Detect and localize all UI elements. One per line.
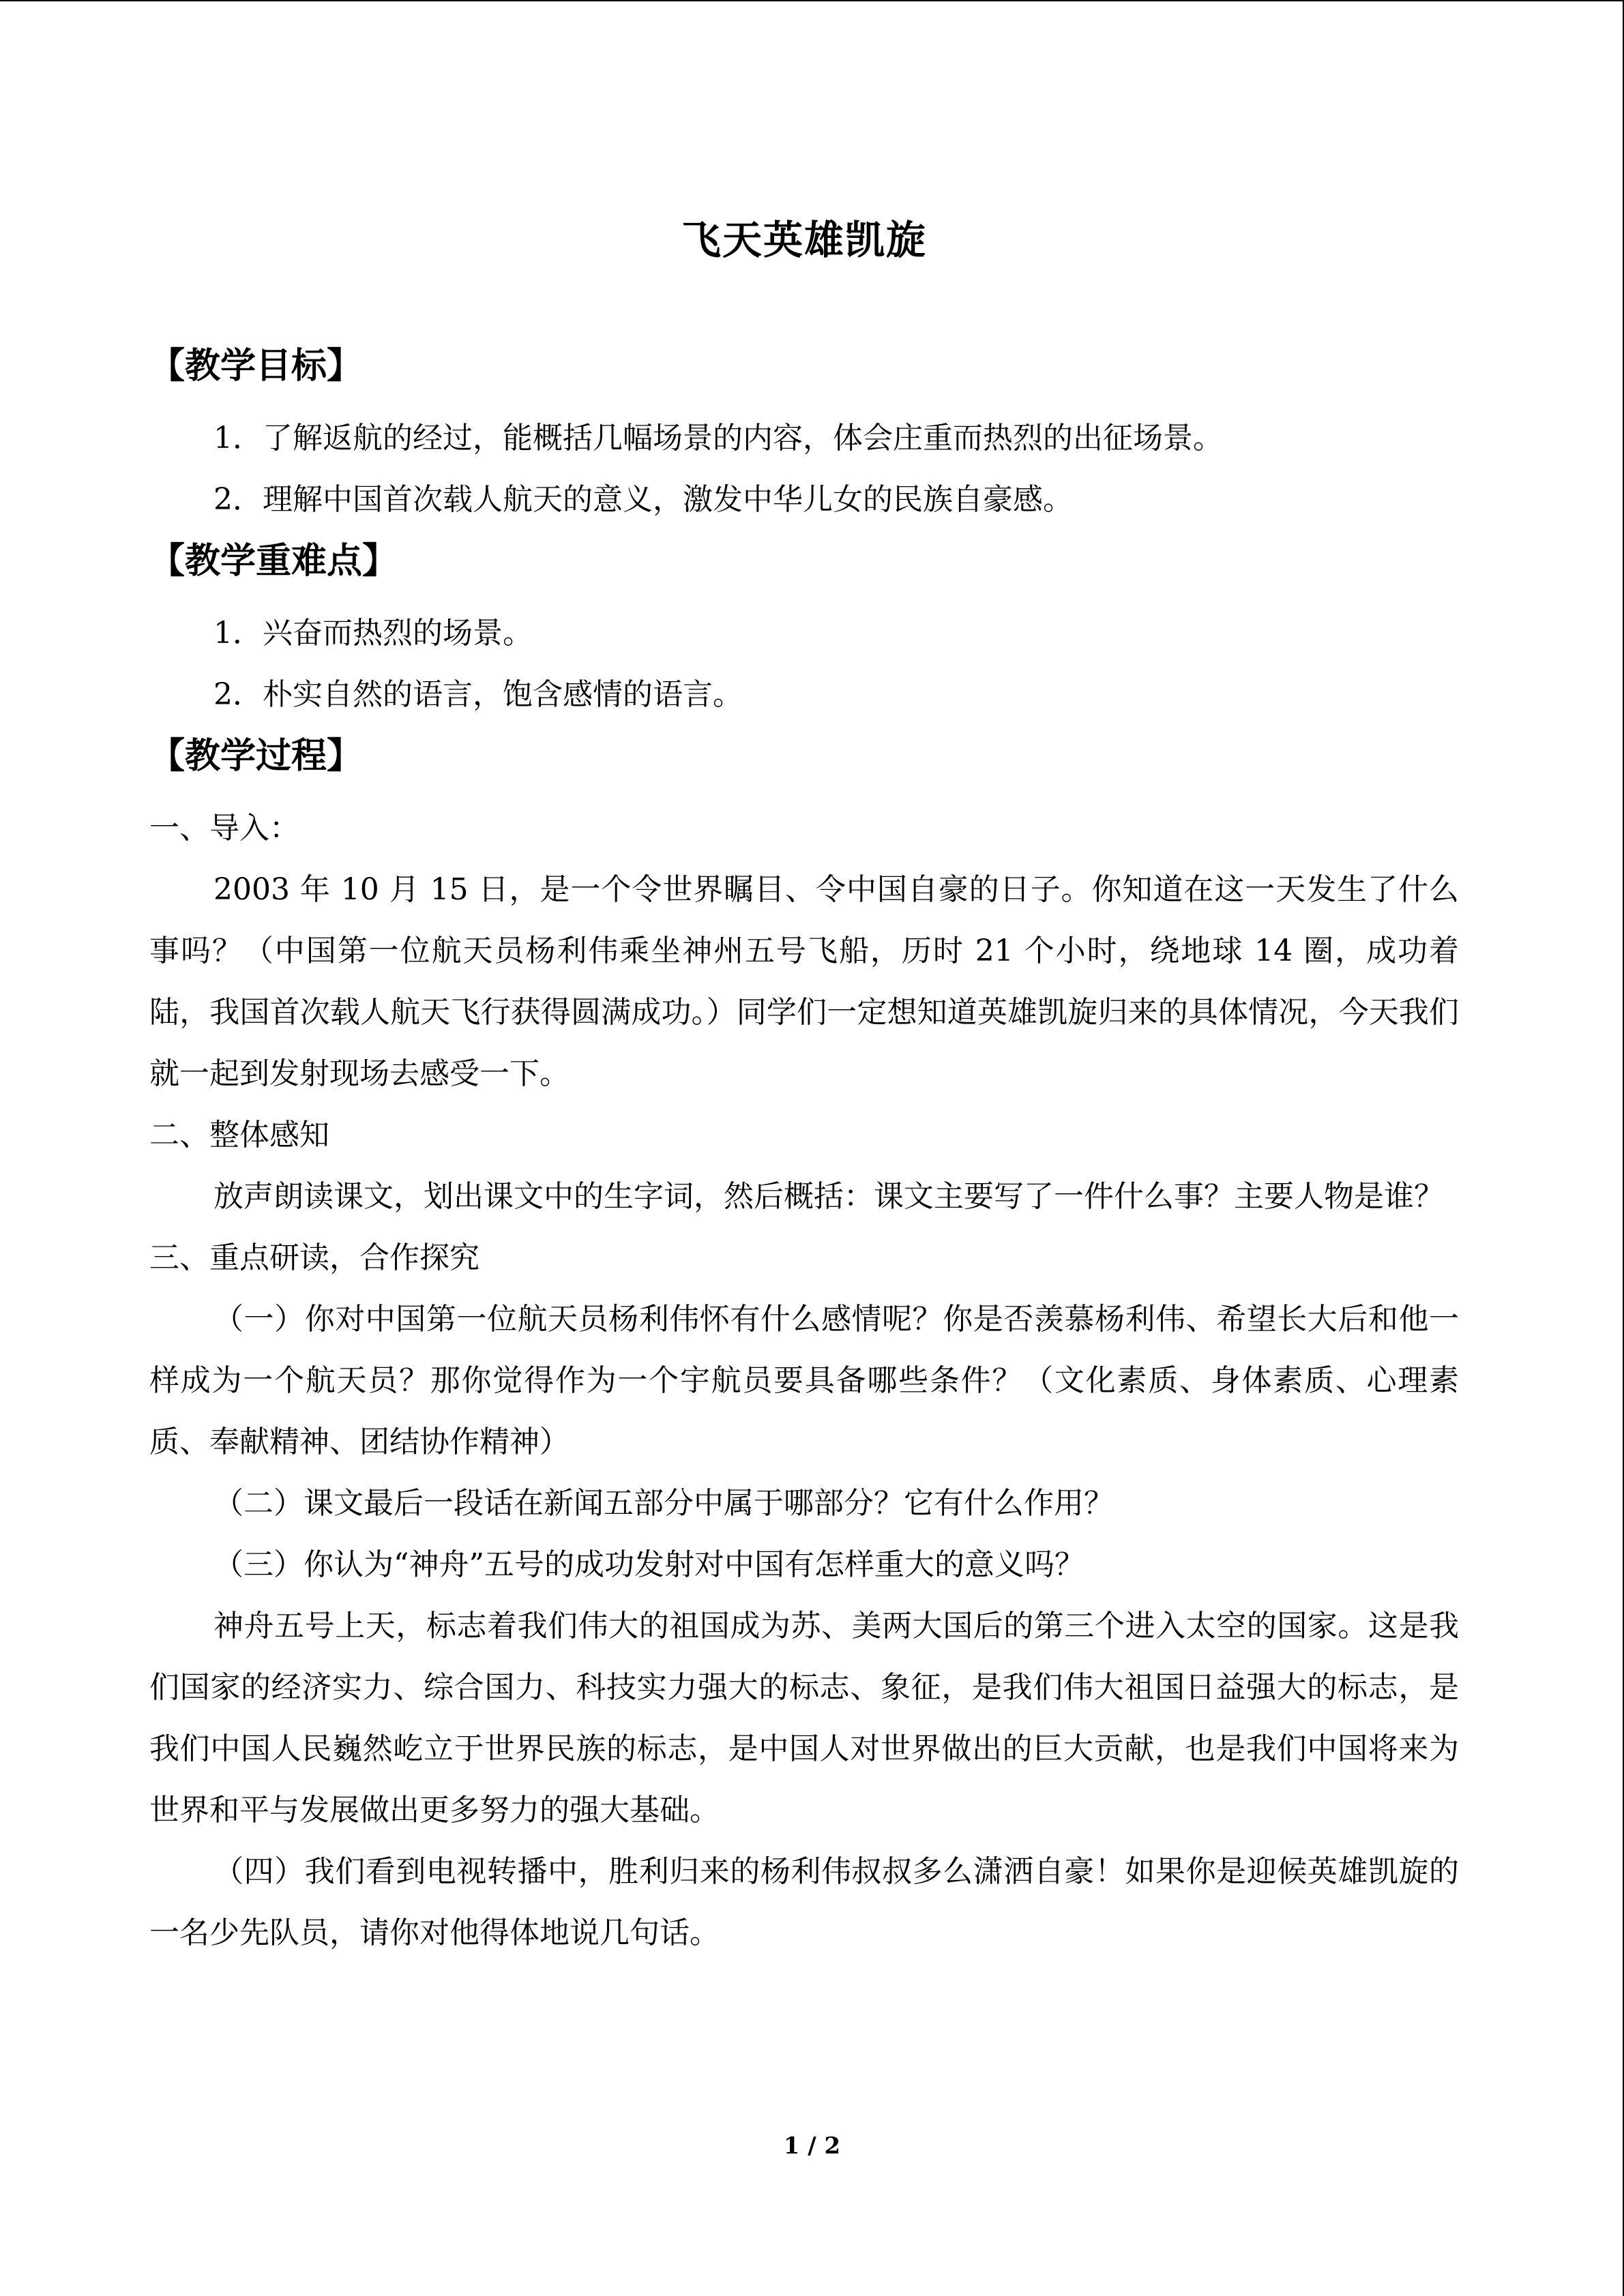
step-title: 二、整体感知 xyxy=(149,1118,329,1152)
paragraph: 2003 年 10 月 15 日，是一个令世界瞩目、令中国自豪的日子。你知道在这一天发生了什么事吗？（中国第一位航天员杨利伟乘坐神州五号飞船，历时 21 个小时，绕地球 14 圈，成功着陆，我国首次载人航天飞行获得圆满成功。）同学们一定想知道英雄凯旋归来的具体情况，今天我们就一起到发射现场去感受一下。 xyxy=(149,872,1459,1091)
process-heading: 【教学过程】 xyxy=(149,735,363,777)
objective-item: 2．理解中国首次载人航天的意义，激发中华儿女的民族自豪感。 xyxy=(213,482,1073,517)
key-point-item: 2．朴实自然的语言，饱含感情的语言。 xyxy=(213,677,743,712)
document-content xyxy=(149,206,1459,1964)
page-number: 1 / 2 xyxy=(783,2132,841,2160)
key-point-item: 1．兴奋而热烈的场景。 xyxy=(213,616,533,651)
question-paragraph: （二）课文最后一段话在新闻五部分中属于哪部分？它有什么作用？ xyxy=(213,1486,1114,1521)
spacer xyxy=(149,787,1459,798)
objective-item: 1．了解返航的经过，能概括几幅场景的内容，体会庄重而热烈的出征场景。 xyxy=(213,421,1223,456)
spacer xyxy=(149,592,1459,603)
question-paragraph: （一）你对中国第一位航天员杨利伟怀有什么感情呢？你是否羡慕杨利伟、希望长大后和他一样成为一个航天员？那你觉得作为一个宇航员要具备哪些条件？（文化素质、身体素质、心理素质、奉献精神、团结协作精神） xyxy=(149,1302,1459,1459)
question-paragraph: （四）我们看到电视转播中，胜利归来的杨利伟叔叔多么潇洒自豪！如果你是迎候英雄凯旋的一名少先队员，请你对他得体地说几句话。 xyxy=(149,1854,1459,1950)
answer-paragraph: 神舟五号上天，标志着我们伟大的祖国成为苏、美两大国后的第三个进入太空的国家。这是我们国家的经济实力、综合国力、科技实力强大的标志、象征，是我们伟大祖国日益强大的标志，是我们中国人民巍然屹立于世界民族的标志，是中国人对世界做出的巨大贡献，也是我们中国将来为世界和平与发展做出更多努力的强大基础。 xyxy=(149,1609,1459,1828)
step-title: 三、重点研读，合作探究 xyxy=(149,1240,479,1275)
page-title: 飞天英雄凯旋 xyxy=(681,217,927,263)
step-title: 一、导入： xyxy=(149,811,299,846)
paragraph: 放声朗读课文，划出课文中的生字词，然后概括：课文主要写了一件什么事？主要人物是谁？ xyxy=(213,1179,1444,1214)
key-points-heading: 【教学重难点】 xyxy=(149,540,398,582)
question-paragraph: （三）你认为“神舟”五号的成功发射对中国有怎样重大的意义吗？ xyxy=(213,1547,1084,1582)
spacer xyxy=(149,397,1459,408)
spacer xyxy=(149,274,1459,336)
objectives-heading: 【教学目标】 xyxy=(149,345,363,387)
